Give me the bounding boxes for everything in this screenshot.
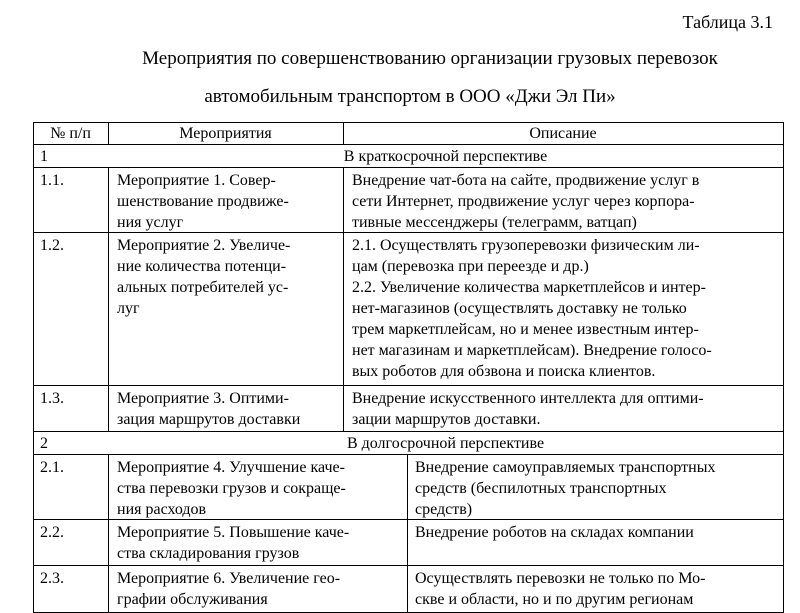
table-rule <box>343 167 344 432</box>
header-num: № п/п <box>50 125 91 142</box>
row-num: 1.3. <box>40 390 64 407</box>
event-cell: Мероприятие 4. Улучшение каче- ства перевозки грузов и сокраще- ния расходов <box>117 459 346 518</box>
row-num: 2.1. <box>40 459 64 476</box>
table-rule <box>33 167 784 168</box>
event-cell: Мероприятие 1. Совер- шенствование продвиже- ния услуг <box>117 172 289 231</box>
event-cell: Мероприятие 6. Увеличение гео- графии обслуживания <box>117 570 341 608</box>
table-rule <box>33 144 784 145</box>
event-cell: Мероприятие 5. Повышение каче- ства складирования грузов <box>117 524 350 562</box>
description-cell: Внедрение самоуправляемых транспортных средств (беспилотных транспортных средств) <box>415 459 716 518</box>
section-label: В долгосрочной перспективе <box>346 435 545 452</box>
table-rule <box>783 122 784 613</box>
table-rule <box>407 454 408 613</box>
table-rule <box>108 167 109 432</box>
row-num: 2.2. <box>40 524 64 541</box>
section-num: 1 <box>40 148 48 165</box>
table-rule <box>33 565 784 566</box>
table-title-line-1: Мероприятия по совершенствованию организации грузовых перевозок <box>142 48 718 69</box>
table-caption: Таблица 3.1 <box>682 12 773 32</box>
description-cell: Внедрение роботов на складах компании <box>415 524 694 541</box>
section-num: 2 <box>40 435 48 452</box>
header-description: Описание <box>529 125 597 142</box>
table-rule <box>108 454 109 613</box>
table-rule <box>33 431 784 432</box>
table-title-line-2: автомобильным транспортом в ООО «Джи Эл Пи» <box>204 86 616 107</box>
header-events: Мероприятия <box>179 125 272 142</box>
event-cell: Мероприятие 2. Увеличе- ние количества потенци- альных потребителей ус- луг <box>117 237 291 317</box>
row-num: 1.1. <box>40 172 64 189</box>
table-rule <box>33 385 784 386</box>
row-num: 1.2. <box>40 237 64 254</box>
description-cell: Внедрение чат-бота на сайте, продвижение услуг в сети Интернет, продвижение услуг через корпора- тивные мессенджеры (телеграмм, ватцап) <box>352 172 700 231</box>
description-cell: Внедрение искусственного интеллекта для оптими- зации маршрутов доставки. <box>352 390 704 428</box>
description-cell: 2.1. Осуществлять грузоперевозки физическим ли- цам (перевозка при переезде и др.) 2.2. Увеличение количества маркетплейсов и интер- нет-магазинов (осуществлять доставку не только трем маркетплейсам, но и менее известным интер- нет магазинам и маркетплейсам). Внедрение голосо- вых роботов для обзвона и поиска клиентов. <box>352 237 712 380</box>
event-cell: Мероприятие 3. Оптими- зация маршрутов доставки <box>117 390 301 428</box>
row-num: 2.3. <box>40 570 64 587</box>
description-cell: Осуществлять перевозки не только по Мо- скве и области, но и по другим регионам <box>415 570 706 608</box>
table-rule <box>33 454 784 455</box>
section-label: В краткосрочной перспективе <box>343 148 548 165</box>
table-rule <box>33 122 34 613</box>
